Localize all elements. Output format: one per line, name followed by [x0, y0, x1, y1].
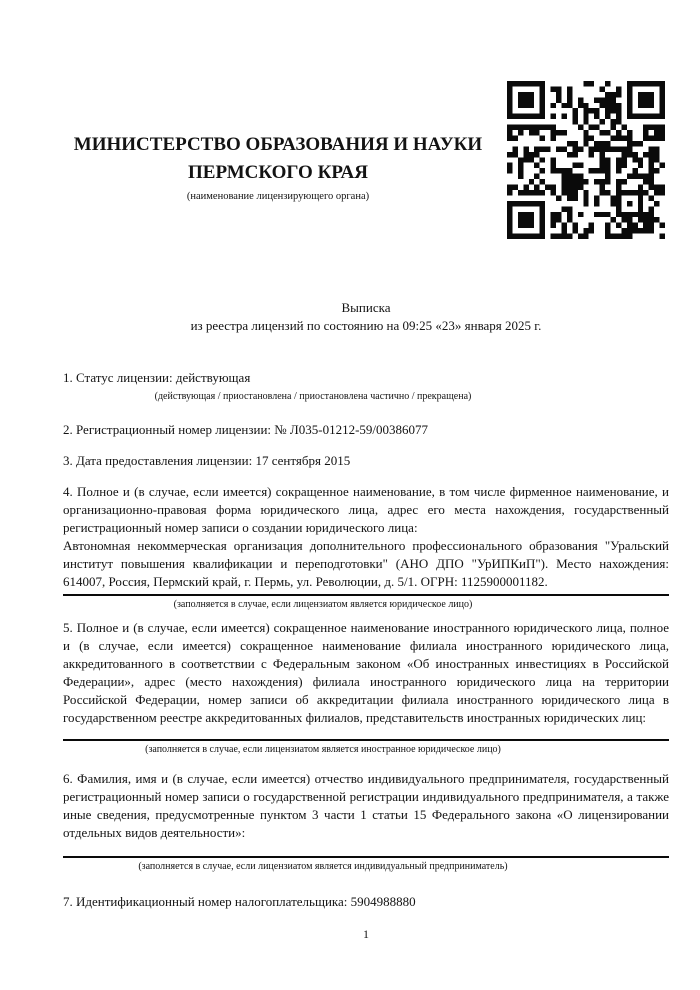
- licensing-authority-block: [63, 131, 493, 204]
- taxpayer-id-item: [63, 893, 669, 911]
- grant-date-label: 3. Дата предоставления лицензии:: [63, 453, 253, 468]
- taxpayer-id-label: 7. Идентификационный номер налогоплательщика:: [63, 894, 348, 909]
- legal-entity-caption: (заполняется в случае, если лицензиатом является юридическое лицо): [173, 599, 473, 610]
- entrepreneur-question: 6. Фамилия, имя и (в случае, если имеется) отчество индивидуального предпринимателя, государственный регистрационный номер записи о государственной регистрации индивидуального предпринимателя, а также иные сведения, предусмотренные пунктом 3 части 1 статьи 15 Федерального закона «О лицензировании отдельных видов деятельности»:: [63, 771, 669, 840]
- page-number: 1: [363, 927, 369, 941]
- license-status-value: действующая: [175, 370, 251, 385]
- grant-date-item: [63, 452, 669, 470]
- document-title: [63, 299, 669, 335]
- legal-entity-value: Автономная некоммерческая организация дополнительного профессионального образования "Уральский институт повышения квалификации и переподготовки" (АНО ДПО "УрИПКиП"). Место нахождения: 614007, Россия, Пермский край, г. Пермь, ул. Революции, д. 5/1. ОГРН: 1125900001182.: [63, 538, 669, 589]
- document-title-line2: из реестра лицензий по состоянию на 09:25 «23» января 2025 г.: [190, 318, 542, 333]
- qr-code: [507, 81, 665, 239]
- registration-number-item: [63, 421, 669, 439]
- entrepreneur-section: [63, 770, 669, 873]
- entrepreneur-blank-answer: [63, 842, 669, 853]
- qr-code-image: [507, 81, 665, 239]
- license-status-item: [63, 369, 669, 387]
- foreign-entity-blank-answer: [63, 727, 669, 736]
- entrepreneur-answer-line: [63, 856, 669, 858]
- legal-entity-answer-line: [63, 594, 669, 596]
- taxpayer-id-value: 5904988880: [350, 894, 416, 909]
- registration-number-label: 2. Регистрационный номер лицензии:: [63, 422, 272, 437]
- entrepreneur-caption: (заполняется в случае, если лицензиатом является индивидуальный предприниматель): [138, 861, 508, 872]
- foreign-entity-question: 5. Полное и (в случае, если имеется) сокращенное наименование иностранного юридического лица, полное и (в случае, если имеется) сокращенное наименование филиала иностранного юридического лица, аккредитованного в соответствии с Федеральным законом «Об иностранных инвестициях в Российской Федерации», адрес (место нахождения) филиала иностранного юридического лица на территории Российской Федерации, номер записи об аккредитации филиала иностранного юридического лица в государственном реестре аккредитованных филиалов, представительств иностранных юридических лиц:: [63, 620, 669, 725]
- ministry-name: МИНИСТЕРСТВО ОБРАЗОВАНИЯ И НАУКИ ПЕРМСКОГО КРАЯ: [73, 134, 483, 183]
- registration-number-value: № Л035-01212-59/00386077: [274, 422, 429, 437]
- legal-entity-section: [63, 483, 669, 611]
- license-status-label: 1. Статус лицензии:: [63, 370, 173, 385]
- grant-date-value: 17 сентября 2015: [255, 453, 351, 468]
- license-status-caption: (действующая / приостановлена / приостановлена частично / прекращена): [154, 391, 472, 402]
- document-title-line1: Выписка: [341, 300, 391, 315]
- foreign-entity-answer-line: [63, 739, 669, 741]
- legal-entity-question: 4. Полное и (в случае, если имеется) сокращенное наименование, в том числе фирменное наименование, и организационно-правовая форма юридического лица, адрес его места нахождения, государственный регистрационный номер записи о создании юридического лица:: [63, 484, 669, 535]
- ministry-name-caption: (наименование лицензирующего органа): [186, 191, 370, 202]
- foreign-entity-caption: (заполняется в случае, если лицензиатом является иностранное юридическое лицо): [145, 744, 501, 755]
- foreign-entity-section: [63, 619, 669, 756]
